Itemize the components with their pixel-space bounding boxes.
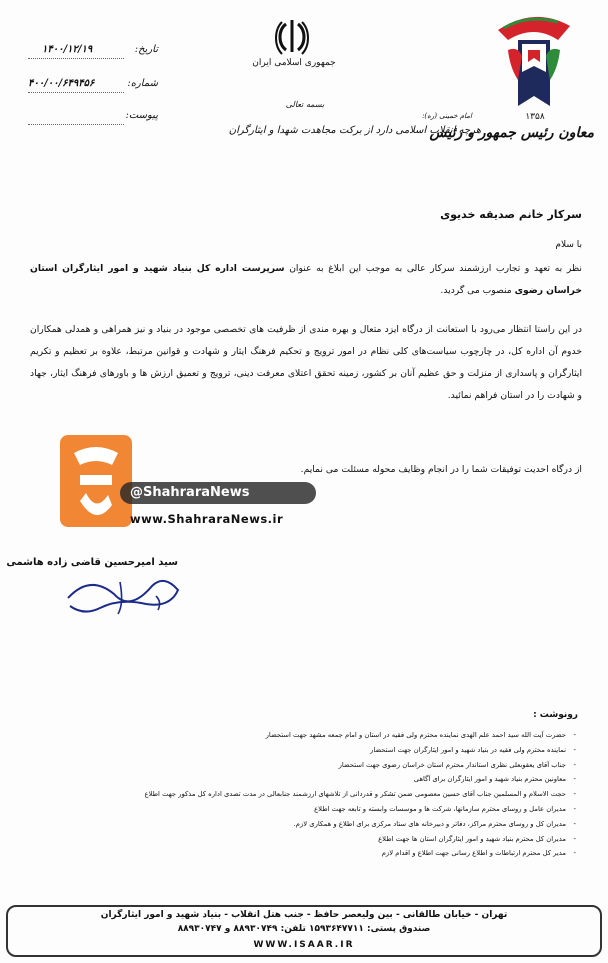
- watermark-handle: @ShahraraNews: [120, 482, 316, 504]
- list-item: - مدیران کل و روسای محترم مراکز، دفاتر و دبیرخانه های ستاد مرکزی برای اطلاع و همکاری لازم.: [120, 817, 578, 832]
- number-value: ۴۰۰/۰۰/۶۴۹۴۵۶: [28, 78, 95, 89]
- attachment-row: [28, 110, 158, 126]
- list-item: - معاونین محترم بنیاد شهید و امور ایثارگران برای آگاهی: [120, 772, 578, 787]
- bism-text: بسمه تعالی: [285, 100, 325, 109]
- watermark-site: www.ShahraraNews.ir: [130, 512, 284, 526]
- list-item: - حجت الاسلام و المسلمین جناب آقای حسین معصومی ضمن تشکر و قدردانی از تلاشهای ارزشمند جنابعالی در مدت تصدی اداره کل مذکور جهت اطلاع: [120, 787, 578, 802]
- dotted-line: [28, 92, 124, 93]
- list-item: - مدیر کل محترم ارتباطات و اطلاع رسانی جهت اطلاع و اقدام لازم: [120, 846, 578, 861]
- paragraph-closing: از درگاه احدیت توفیقات شما را در انجام وظایف محوله مسئلت می نمایم.: [300, 464, 582, 475]
- org-title: معاون رئیس جمهور و رئیس: [429, 125, 594, 141]
- salutation: با سلام: [555, 240, 582, 250]
- attachment-label: پیوست:: [125, 110, 158, 121]
- paragraph-expectations: در این راستا انتظار می‌رود با استعانت از درگاه ایزد متعال و بهره مندی از ظرفیت های تخصصی موجود در بنیاد و نیز همراهی و همدلی همکاران خدوم آن اداره کل، در چارچوب سیاست‌های کلی نظام در امور ترویج و تحکیم فرهنگ ایثار و شهادت و قوانین مرتبط، علاوه بر تعظیم و تکریم ایثارگران و پاسداری از منزلت و حق عظیم آنان بر کشور، زمینه تحقق اعتلای معرفت دینی، ترویج و تعمیق ارزش ها و باورهای فرهنگ ایثار، جهاد و شهادت را در استان فراهم نمائید.: [30, 324, 582, 401]
- emblem-year: ۱۳۵۸: [525, 112, 545, 122]
- date-label: تاریخ:: [134, 44, 158, 55]
- footer-address: تهران - خیابان طالقانی - بین ولیعصر حافظ - جنب هتل انقلاب - بنیاد شهید و امور ایثارگران: [100, 910, 508, 920]
- cc-list: [120, 728, 578, 861]
- p1-post: منصوب می گردید.: [440, 285, 515, 296]
- list-item: - جناب آقای یعقوبعلی نظری استاندار محترم استان خراسان رضوی جهت استحضار: [120, 758, 578, 773]
- footer-website: WWW.ISAAR.IR: [253, 940, 355, 950]
- shahrara-logo-icon: [60, 435, 132, 527]
- iran-emblem-icon: [272, 16, 312, 56]
- list-item: - حضرت آیت الله سید احمد علم الهدی نماینده محترم ولی فقیه در استان و امام جمعه مشهد جهت استحضار: [120, 728, 578, 743]
- number-label: شماره:: [127, 78, 158, 89]
- martyr-foundation-emblem-icon: [488, 10, 580, 120]
- country-caption: جمهوری اسلامی ایران: [252, 58, 336, 68]
- p1-pre: نظر به تعهد و تجارب ارزشمند سرکار عالی به موجب این ابلاغ به عنوان: [284, 263, 582, 274]
- footer-address-box: [6, 905, 602, 957]
- leader-quote: هرچه انقلاب اسلامی دارد از برکت مجاهدت شهدا و ایثارگران: [228, 125, 481, 136]
- paragraph-appointment: [30, 258, 582, 302]
- cc-title: رونوشت :: [533, 710, 578, 720]
- list-item: - نماینده محترم ولی فقیه در بنیاد شهید و امور ایثارگران جهت استحضار: [120, 743, 578, 758]
- number-row: [28, 78, 158, 94]
- imam-quote: امام خمینی (ره):: [422, 112, 472, 120]
- dotted-line: [28, 58, 124, 59]
- list-item: - مدیران عامل و روسای محترم سازمانها، شرکت ها و موسسات وابسته و تابعه جهت اطلاع: [120, 802, 578, 817]
- p1-position: سرپرست اداره کل بنیاد شهید و امور ایثارگران استان خراسان رضوی: [30, 263, 582, 296]
- signer-name: سید امیرحسین قاضی زاده هاشمی: [6, 557, 178, 568]
- dotted-line: [28, 124, 124, 125]
- date-row: [28, 44, 158, 60]
- footer-contact: صندوق پستی: ۱۵۹۳۶۴۷۷۱۱ تلفن: ۸۸۹۳۰۷۴۹ و ۸۸۹۳۰۷۴۷: [177, 924, 431, 934]
- addressee: سرکار خانم صدیقه خدیوی: [440, 208, 582, 221]
- date-value: ۱۴۰۰/۱۲/۱۹: [42, 44, 93, 55]
- handwritten-signature: [60, 568, 190, 618]
- list-item: - مدیران کل محترم بنیاد شهید و امور ایثارگران استان ها جهت اطلاع: [120, 832, 578, 847]
